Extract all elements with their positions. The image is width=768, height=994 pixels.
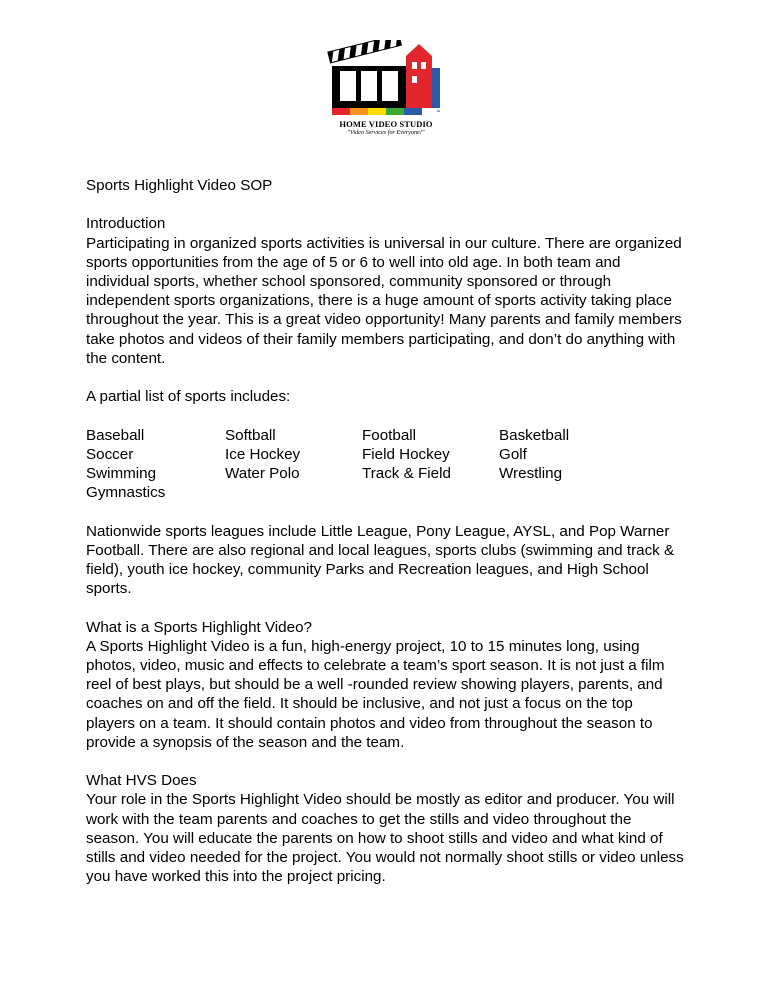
leagues-paragraph: Nationwide sports leagues include Little League, Pony League, AYSL, and Pop Warner Football. There are also regional and local leagues, sports clubs (swimming and track & field), youth ice hockey, community Parks and Recreation leagues, and High School sports. xyxy=(86,522,675,598)
sport-item: Ice Hockey xyxy=(225,445,301,463)
sport-item: Soccer xyxy=(86,445,134,463)
sport-item: Baseball xyxy=(86,426,145,444)
what-is-heading: What is a Sports Highlight Video? xyxy=(86,618,312,636)
sports-column xyxy=(225,426,362,503)
sport-item: Swimming xyxy=(86,465,157,482)
sport-item: Golf xyxy=(499,445,527,463)
what-is-paragraph: A Sports Highlight Video is a fun, high-energy project, 10 to 15 minutes long, using photos, video, music and effects to celebrate a team’s sport season. It is not just a film reel of best plays, but should be a well -rounded review showing players, parents, and coaches on and off the field. It should be inclusive, and not just a focus on the top players on a team. It should contain photos and video from throughout the season to provide a synopsis of the season and the team. xyxy=(86,637,665,751)
logo-tagline: "Video Services for Everyone!" xyxy=(347,129,425,136)
document-title: Sports Highlight Video SOP xyxy=(86,177,273,194)
sports-column xyxy=(86,426,225,503)
introduction-paragraph: Participating in organized sports activities is universal in our culture. There are organized sports opportunities from the age of 5 or 6 to well into old age. In both team and individual sports, whether school sponsored, community sponsored or through independent sports organizations, there is a huge amount of sports activity taking place throughout the year. This is a great video opportunity! Many parents and family members take photos and videos of their family members participating, and don’t do anything with the content. xyxy=(86,234,682,367)
trademark-mark: ™ xyxy=(436,109,440,114)
sport-item: Field Hockey xyxy=(362,445,450,463)
clapperboard-house-icon xyxy=(326,40,446,120)
what-hvs-does-heading: What HVS Does xyxy=(86,772,197,790)
sport-item: Softball xyxy=(225,426,276,444)
logo-company-name: HOME VIDEO STUDIO xyxy=(339,119,433,129)
what-hvs-does-paragraph: Your role in the Sports Highlight Video should be mostly as editor and producer. You will work with the team parents and coaches to get the stills and video throughout the season. You will educate the parents on how to shoot stills and video and what kind of stills and video needed for the project. You would not normally shoot stills or video unless you have worked this into the project pricing. xyxy=(86,791,684,886)
sport-item: Wrestling xyxy=(499,465,563,482)
sport-item: Track & Field xyxy=(362,465,451,482)
sports-column xyxy=(499,426,619,503)
sport-item: Basketball xyxy=(499,426,570,444)
sports-list xyxy=(86,426,686,503)
sport-item: Gymnastics xyxy=(86,484,166,502)
home-video-studio-logo xyxy=(326,40,446,150)
sport-item: Water Polo xyxy=(225,465,300,482)
introduction-heading: Introduction xyxy=(86,215,166,233)
sports-column xyxy=(362,426,499,503)
document-body xyxy=(86,176,686,886)
sports-list-intro: A partial list of sports includes: xyxy=(86,388,291,406)
sport-item: Football xyxy=(362,426,417,444)
